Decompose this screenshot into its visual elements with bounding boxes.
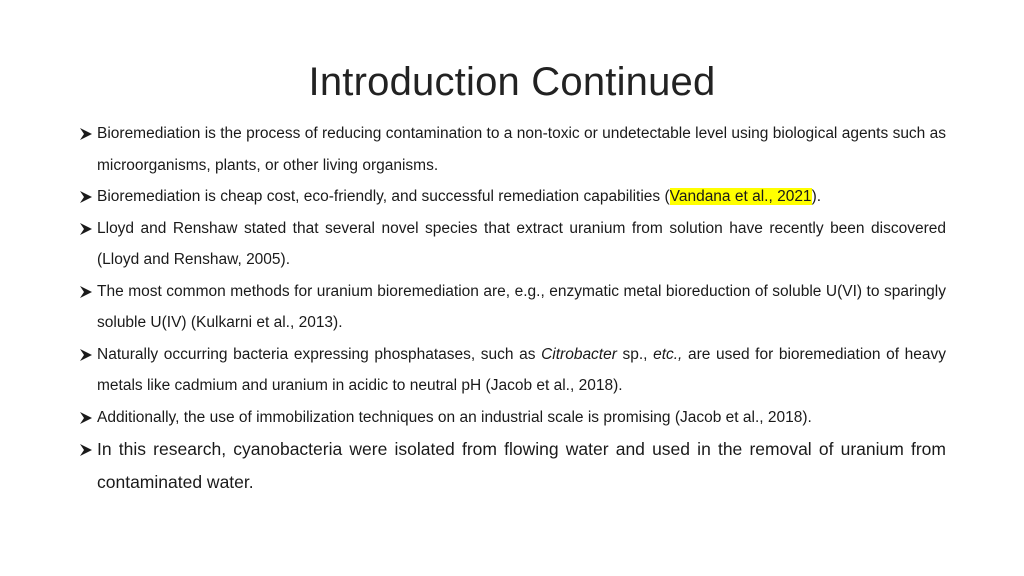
bullet-text-end: are used for bioremediation of heavy metals like cadmium and uranium in acidic to neutral pH (Jacob et al., 2018). <box>97 345 946 394</box>
arrowhead-bullet-icon <box>78 433 94 465</box>
italic-genus: Citrobacter <box>541 345 617 363</box>
bullet-text: Bioremediation is the process of reducing contamination to a non-toxic or undetectable level using biological agents such as microorganisms, plants, or other living organisms. <box>97 125 946 174</box>
bullet-item-definition <box>78 118 946 181</box>
arrowhead-bullet-icon <box>78 402 94 434</box>
highlighted-citation: Vandana et al., 2021 <box>669 188 812 205</box>
arrowhead-bullet-icon <box>78 181 94 213</box>
bullet-text-mid: sp., <box>616 345 654 363</box>
bullet-text: Bioremediation is cheap cost, eco-friendly, and successful remediation capabilities ( <box>97 188 670 205</box>
bullet-item-immobilization <box>78 402 946 434</box>
bullet-text: In this research, cyanobacteria were isolated from flowing water and used in the removal of uranium from contaminated water. <box>97 439 946 492</box>
bullet-item-bacteria <box>78 339 946 402</box>
bullet-item-advantages <box>78 181 946 213</box>
bullet-item-lloyd-renshaw <box>78 213 946 276</box>
bullet-text: The most common methods for uranium bioremediation are, e.g., enzymatic metal bioreduction of soluble U(VI) to sparingly soluble U(IV) (Kulkarni et al., 2013). <box>97 282 946 331</box>
arrowhead-bullet-icon <box>78 339 94 371</box>
bullet-item-this-research <box>78 433 946 499</box>
arrowhead-bullet-icon <box>78 118 94 150</box>
bullet-text: Additionally, the use of immobilization techniques on an industrial scale is promising (Jacob et al., 2018). <box>97 408 812 426</box>
arrowhead-bullet-icon <box>78 213 94 245</box>
bullet-text: Naturally occurring bacteria expressing phosphatases, such as <box>97 345 542 363</box>
bullet-text-end: ). <box>811 188 822 205</box>
italic-etc: etc., <box>653 345 683 363</box>
bullet-list <box>78 118 946 499</box>
bullet-item-methods <box>78 276 946 339</box>
slide-title: Introduction Continued <box>308 60 716 104</box>
bullet-text: Lloyd and Renshaw stated that several novel species that extract uranium from solution have recently been discovered (Lloyd and Renshaw, 2005). <box>97 219 946 268</box>
arrowhead-bullet-icon <box>78 276 94 308</box>
